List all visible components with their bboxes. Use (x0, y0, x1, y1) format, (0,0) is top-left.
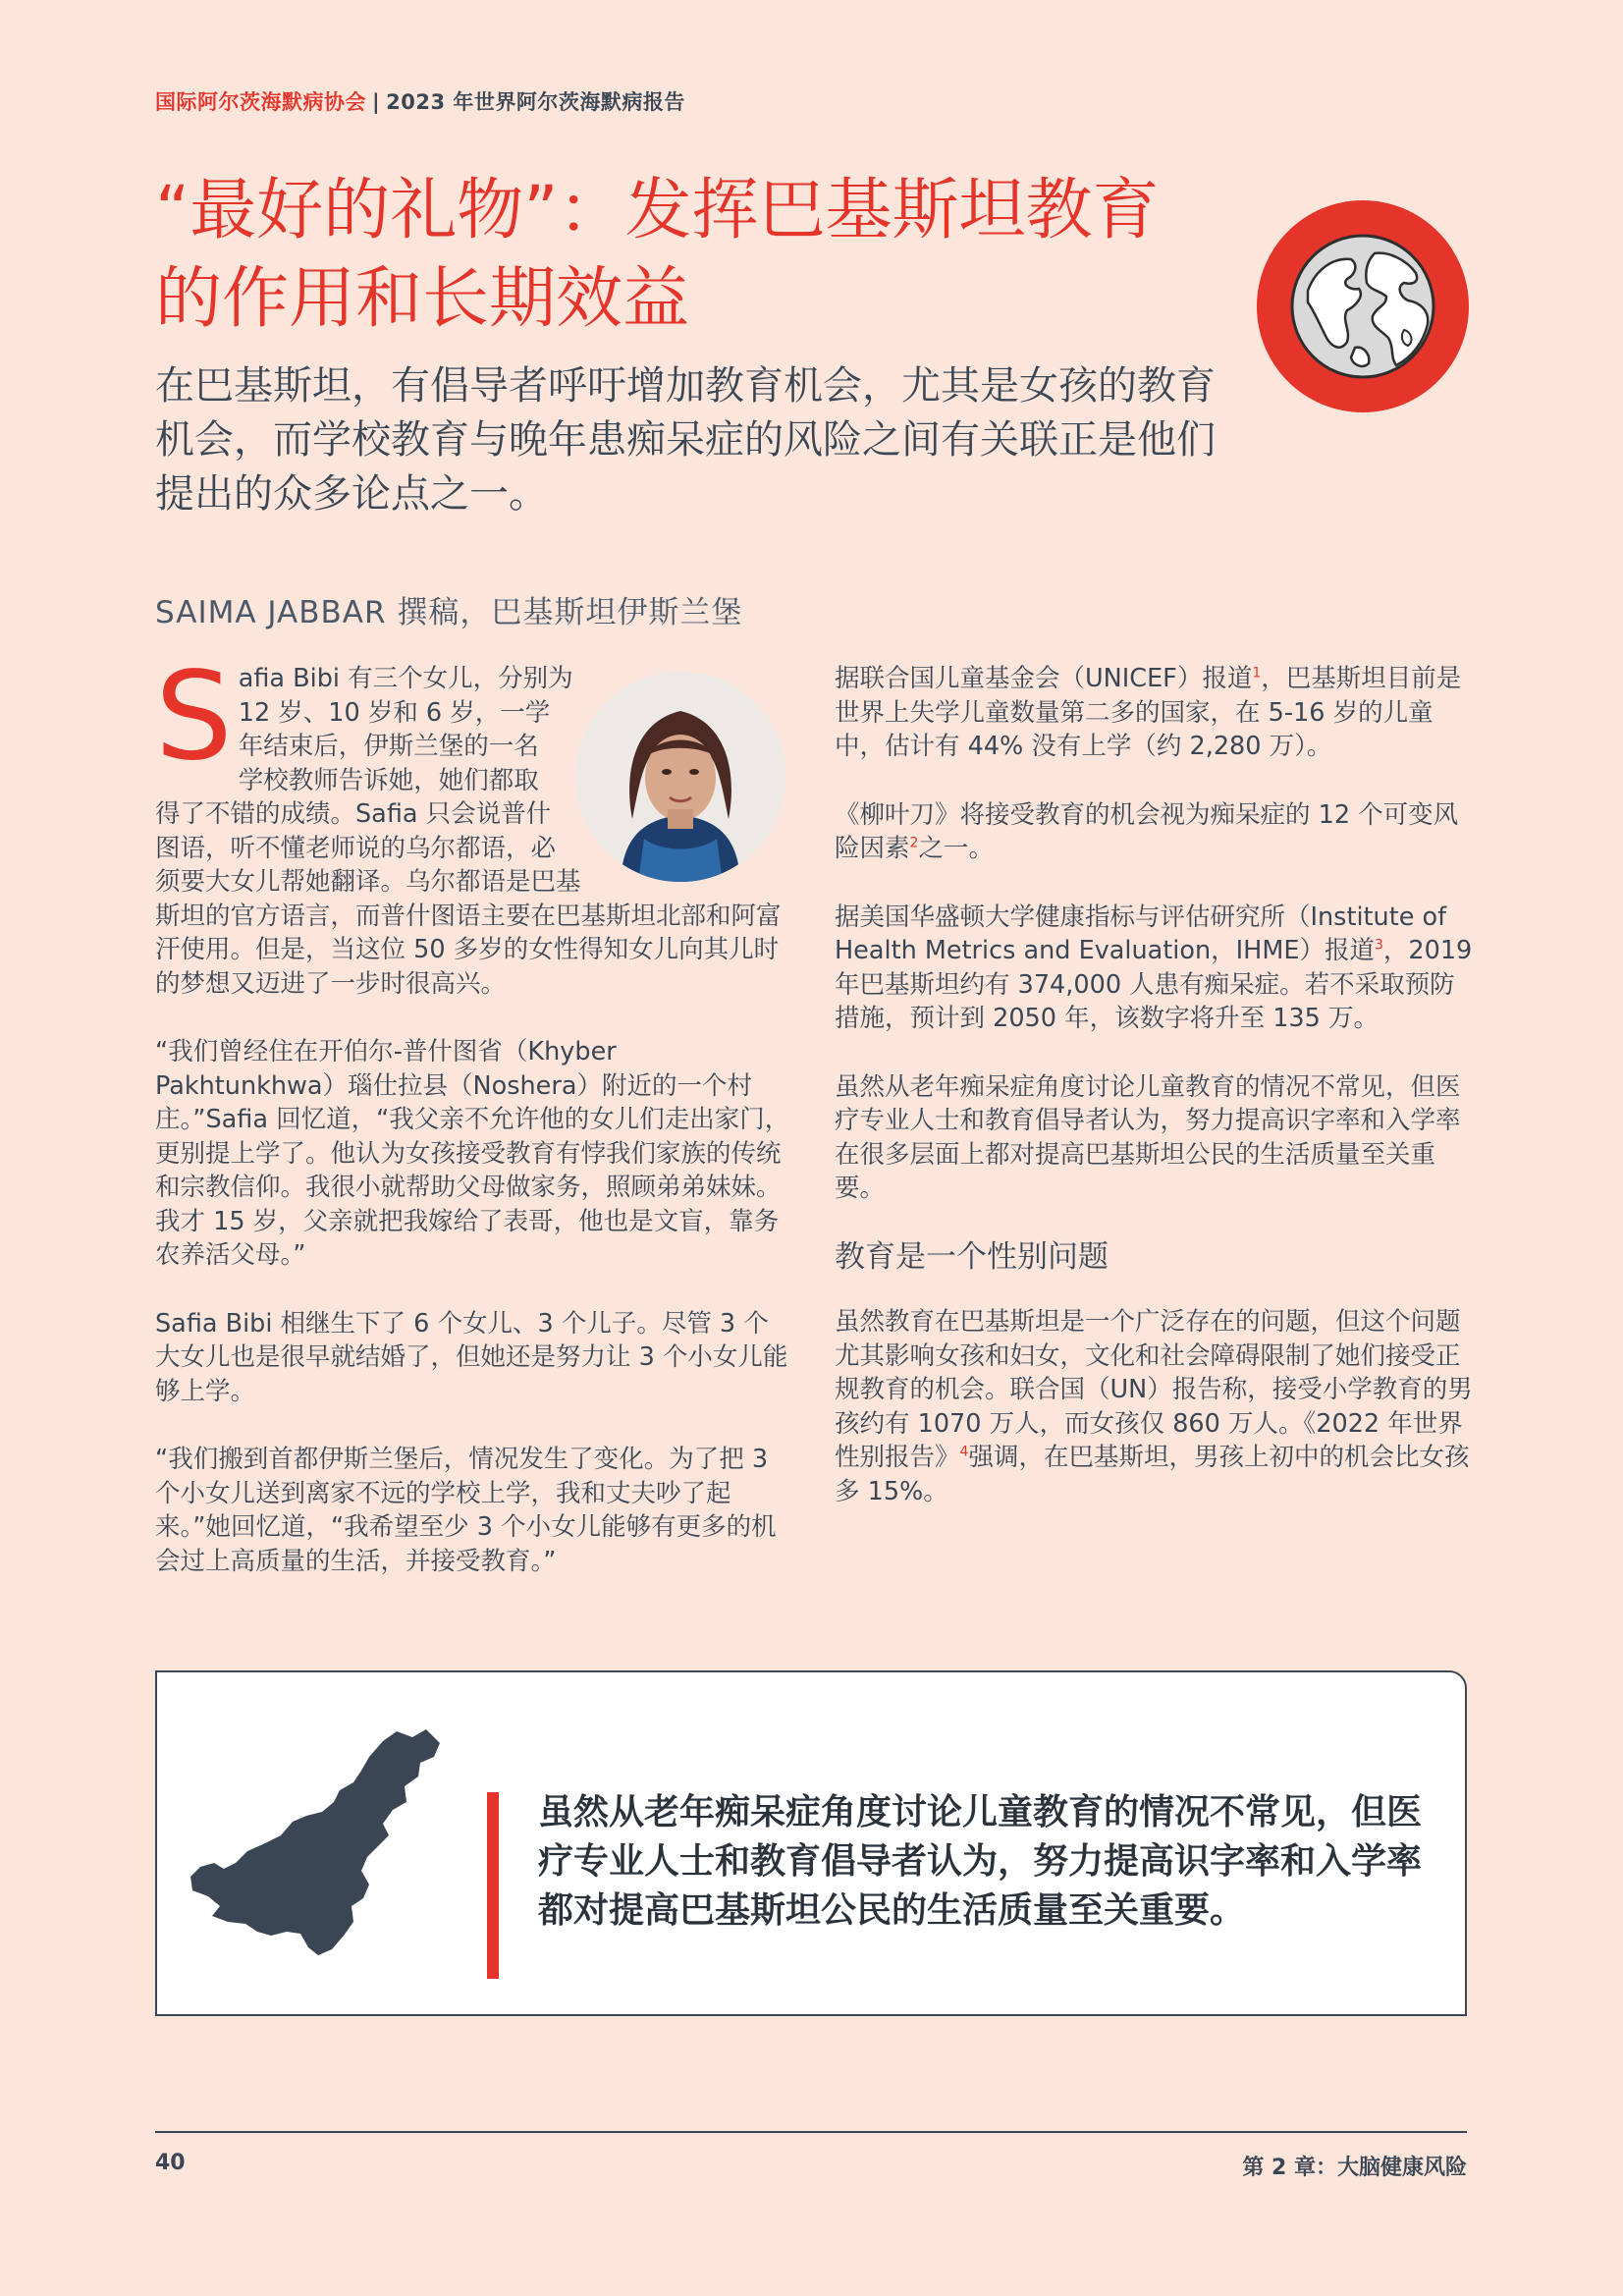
drop-cap: S (155, 646, 233, 788)
paragraph: 《柳叶刀》将接受教育的机会视为痴呆症的 12 个可变风险因素$^2$之一。 (835, 799, 1459, 863)
footnote-ref[interactable]: 1 (1252, 665, 1262, 682)
section-subhead: 教育是一个性别问题 (835, 1238, 1109, 1275)
pull-quote-text: 虽然从老年痴呆症角度讨论儿童教育的情况不常见，但医疗专业人士和教育倡导者认为，努力提高识字率和入学率都对提高巴基斯坦公民的生活质量至关重要。 (538, 1792, 1423, 1931)
pakistan-map-icon (187, 1714, 442, 1969)
paragraph: “我们曾经住在开伯尔-普什图省（Khyber Pakhtunkhwa）瑙仕拉县（Noshera）附近的一个村庄。”Safia 回忆道，“我父亲不允许他的女儿们走出家门，更别提上学了。他认为女孩接受教育有悖我们家族的传统和宗教信仰。我很小就帮助父母做家务，照顾弟弟妹妹。我才 15 岁，父亲就把我嫁给了表哥，他也是文盲，靠务农养活父母。” (155, 1037, 790, 1270)
header-org: 国际阿尔茨海默病协会 (155, 90, 366, 114)
paragraph: 虽然教育在巴基斯坦是一个广泛存在的问题，但这个问题尤其影响女孩和妇女，文化和社会障碍限制了她们接受正规教育的机会。联合国（UN）报告称，接受小学教育的男孩约有 1070 万人，而女孩仅 860 万人。《2022 年世界性别报告》$^4$强调，在巴基斯坦，男孩上初中的机会比女孩多 15%。 (835, 1307, 1473, 1506)
paragraph: Safia Bibi 有三个女儿，分别为 12 岁、10 岁和 6 岁，一学年结束后，伊斯兰堡的一名学校教师告诉她，她们都取得了不错的成绩。Safia 只会说普什图语，听不懂老师说的乌尔都语，必须要大女儿帮她翻译。乌尔都语是巴基斯坦的官方语言，而普什图语主要在巴基斯坦北部和阿富汗使用。但是，当这位 50 多岁的女性得知女儿向其儿时的梦想又迈进了一步时很高兴。 (155, 646, 782, 999)
article-title: “最好的礼物”：发挥巴基斯坦教育的作用和长期效益 (155, 172, 1160, 338)
footer-divider (155, 2131, 1467, 2133)
paragraph: “我们搬到首都伊斯兰堡后，情况发生了变化。为了把 3 个小女儿送到离家不远的学校上学，我和丈夫吵了起来。”她回忆道，“我希望至少 3 个小女儿能够有更多的机会过上高质量的生活，并接受教育。” (155, 1445, 777, 1576)
paragraph: Safia Bibi 相继生下了 6 个女儿、3 个儿子。尽管 3 个大女儿也是很早就结婚了，但她还是努力让 3 个小女儿能够上学。 (155, 1308, 788, 1406)
author-portrait (575, 672, 793, 890)
footnote-ref[interactable]: 4 (959, 1444, 969, 1460)
left-column (155, 646, 793, 1613)
footnote-ref[interactable]: 3 (1374, 937, 1383, 954)
byline: SAIMA JABBAR 撰稿，巴基斯坦伊斯兰堡 (155, 595, 743, 630)
pull-quote-box (155, 1670, 1467, 2016)
running-header (155, 86, 685, 116)
chapter-label: 第 2 章：大脑健康风险 (1242, 2156, 1467, 2180)
paragraph: 据联合国儿童基金会（UNICEF）报道$^1$，巴基斯坦目前是世界上失学儿童数量第二多的国家，在 5-16 岁的儿童中，估计有 44% 没有上学（约 2,280 万）。 (835, 664, 1462, 761)
paragraph: 据美国华盛顿大学健康指标与评估研究所（Institute of Health Metrics and Evaluation，IHME）报道$^3$，2019 年巴基斯坦约有 374,000 人患有痴呆症。若不采取预防措施，预计到 2050 年，该数字将升至 135 万。 (835, 902, 1473, 1033)
paragraph: 虽然从老年痴呆症角度讨论儿童教育的情况不常见，但医疗专业人士和教育倡导者认为，努力提高识字率和入学率在很多层面上都对提高巴基斯坦公民的生活质量至关重要。 (835, 1071, 1461, 1203)
page-number: 40 (155, 2151, 186, 2175)
right-column (835, 662, 1473, 1543)
header-report: 2023 年世界阿尔茨海默病报告 (386, 90, 685, 114)
header-separator: | (372, 90, 381, 114)
footnote-ref[interactable]: 2 (909, 835, 919, 851)
globe-icon (1257, 200, 1469, 412)
article-lede: 在巴基斯坦，有倡导者呼吁增加教育机会，尤其是女孩的教育机会，而学校教育与晚年患痴呆症的风险之间有关联正是他们提出的众多论点之一。 (155, 363, 1216, 517)
quote-accent-bar (487, 1792, 499, 1979)
